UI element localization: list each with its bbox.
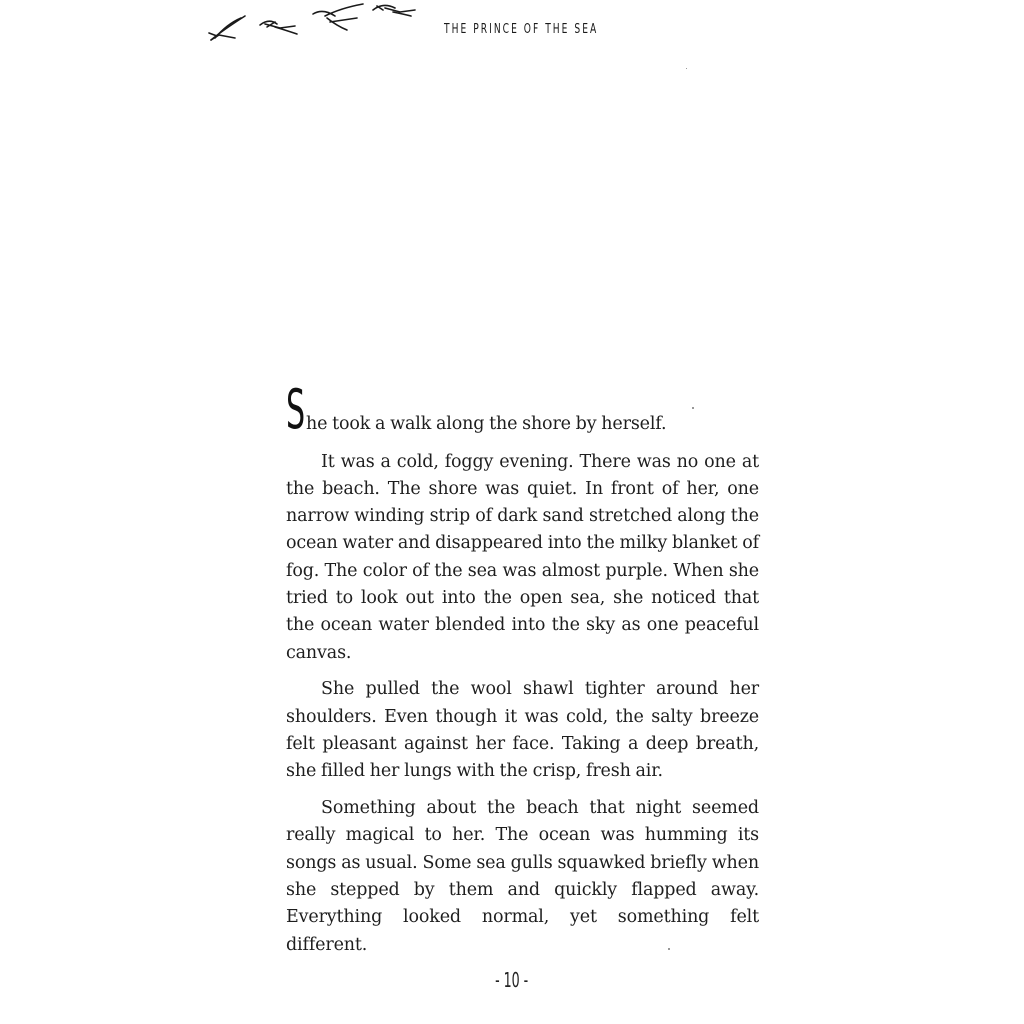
chapter-text <box>286 378 759 968</box>
paper-speck <box>692 407 694 409</box>
paragraph: She pulled the wool shawl tighter around her shoulders. Even though it was cold, the salty breeze felt pleasant against her face. Taking a deep breath, she filled her lungs with the crisp, fresh air. <box>286 679 759 782</box>
paper-speck <box>686 68 687 69</box>
paper-speck <box>668 948 670 950</box>
page-number-text: - 10 - <box>495 968 529 992</box>
opening-line <box>286 378 759 441</box>
drop-cap: S <box>286 378 306 441</box>
paragraph: It was a cold, foggy evening. There was no one at the beach. The shore was quiet. In front of her, one narrow winding strip of dark sand stretched along the ocean water and disappeared into the milky blanket of fog. The color of the sea was almost purple. When she tried to look out into the open sea, she noticed that the ocean water blended into the sky as one peaceful canvas. <box>286 451 759 663</box>
running-head-title: THE PRINCE OF THE SEA <box>444 22 599 37</box>
paragraph: Something about the beach that night seemed really magical to her. The ocean was humming its songs as usual. Some sea gulls squawked briefly when she stepped by them and quickly flapped away. Everything looked normal, yet something felt different. <box>286 798 759 955</box>
flying-seagulls-icon <box>205 0 420 48</box>
opening-line-text: he took a walk along the shore by herself. <box>306 414 667 434</box>
page-number <box>0 968 1024 992</box>
